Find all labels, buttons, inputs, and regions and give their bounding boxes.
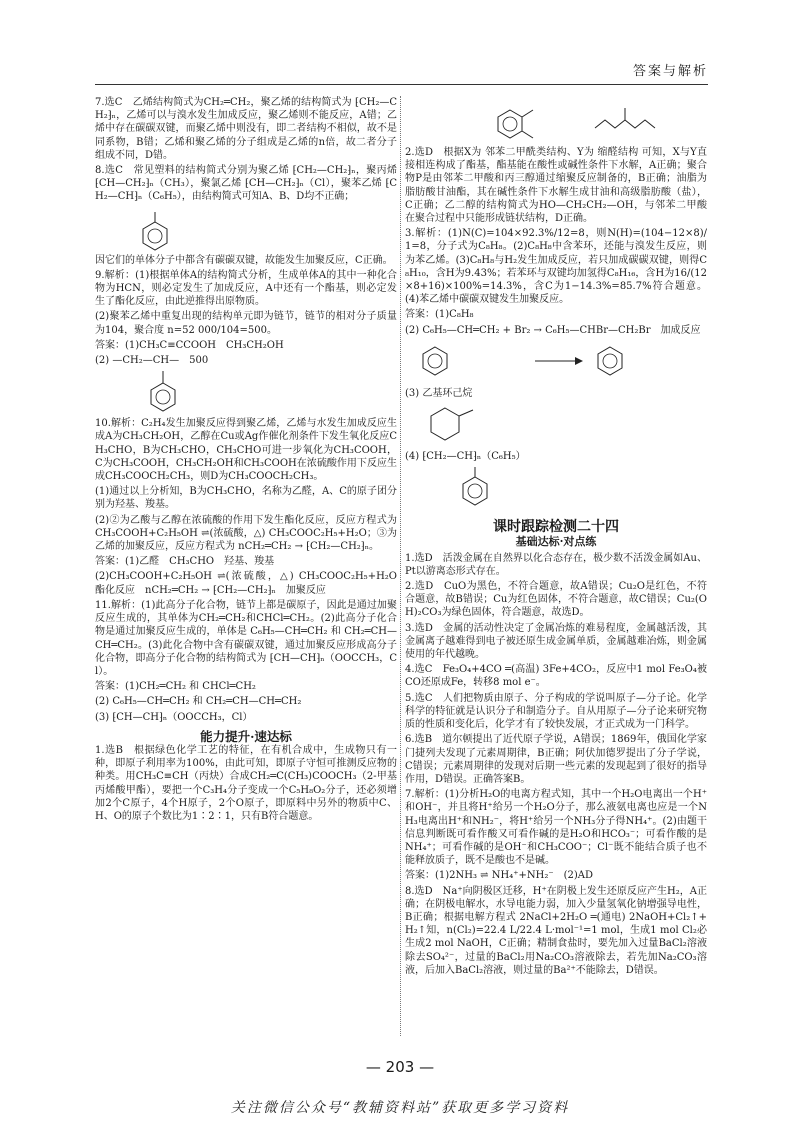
section-title-lesson: 课时跟踪检测二十四 [493,519,619,536]
answer-item: 1.选D 活泼金属在自然界以化合态存在，极少数不活泼金属如Au、Pt以游离态形式存在。 [405,552,707,577]
phthalate-structure [405,98,707,144]
answer-item: 2.选D CuO为黑色，不符合题意，故A错误；Cu₂O是红色，不符合题意，故B错误；Cu为红色固体，不符合题意，故C错误；Cu₂(OH)₂CO₃为绿色固体，符合题意，故选D。 [405,581,707,619]
answer-item: (2)聚苯乙烯中重复出现的结构单元即为链节，链节的相对分子质量为104，聚合度 n=52 000/104=500。 [95,311,397,336]
polystyrene-answer-structure [405,465,707,511]
right-column [405,96,707,979]
answer-item: 6.选B 道尔顿提出了近代原子学说，A错误；1869年，俄国化学家门捷列夫发现了元素周期律，B正确；阿伏加德罗提出了分子学说，C错误；元素周期律的发现对后期一些元素的发现起到了很好的指导作用，D错误。正确答案B。 [405,734,707,785]
answer-item: (1)通过以上分析知，B为CH₃CHO，名称为乙醛，A、C的原子团分别为羟基、羧基。 [95,486,397,511]
answer-item: 答案：(1)CH₂═CH₂ 和 CHCl═CH₂ [95,681,256,693]
answer-item: 10.解析：C₂H₄发生加聚反应得到聚乙烯，乙烯与水发生加成反应生成A为CH₃CH₂OH，乙醇在Cu或Ag作催化剂条件下发生氧化反应CH₃CHO，B为CH₃CHO，CH₃CHO可进一步氧化为CH₃COOH，C为CH₃COOH，CH₃CH₂OH和CH₃COOH在浓硫酸作用下反应生成CH₃COOCH₂CH₃，则D为CH₃COOCH₂CH₃。 [95,418,397,483]
answer-item: 答案：(1)乙醛 CH₃CHO 羟基、羧基 [95,556,275,568]
answer-item: (2) C₆H₅—CH═CH₂ 和 CH₂═CH—CH═CH₂ [95,696,302,708]
answer-item: 4.选C Fe₃O₄+4CO ═(高温) 3Fe+4CO₂，反应中1 mol Fe₃O₄被CO还原成Fe，转移8 mol e⁻。 [405,664,707,689]
answer-item: 5.选C 人们把物质由原子、分子构成的学说叫原子—分子论。化学科学的特征就是认识分子和制造分子。自从用原子—分子论来研究物质的性质和变化后，化学才有了较快发展，才正式成为一门科学。 [405,692,707,731]
header-rule [95,84,708,85]
answer-item: (2)CH₃COOH+C₂H₅OH ⇌(浓硫酸，△) CH₃COOC₂H₅+H₂O 酯化反应 nCH₂═CH₂ → ⁅CH₂—CH₂⁆ₙ 加聚反应 [95,571,407,596]
answer-item: 7.选C 乙烯结构简式为CH₂═CH₂，聚乙烯的结构简式为 ⁅CH₂—CH₂⁆ₙ，乙烯可以与溴水发生加成反应，聚乙烯则不能反应，A错；乙烯中存在碳碳双键，而聚乙烯中则没有，即二者结构不相似，故不是同系物，B错；乙烯和聚乙烯的分子组成是乙烯的n倍，故二者分子组成不同，D错。 [95,97,397,161]
polystyrene-structure [95,206,397,252]
answer-item: 答案：(1)C₈H₈ [405,309,474,321]
answer-item: 答案：(1)2NH₃ ⇌ NH₄⁺+NH₂⁻ (2)AD [405,870,594,882]
answer-item: 8.选C 常见塑料的结构简式分别为聚乙烯 ⁅CH₂—CH₂⁆ₙ，聚丙烯 ⁅CH—CH₂⁆ₙ（CH₃），聚氯乙烯 ⁅CH—CH₂⁆ₙ（Cl），聚苯乙烯 ⁅CH₂—CH⁆ₙ（C₆H₅），由结构简式可知A、B、D均不正确； [95,165,397,203]
answer-item: (3) 乙基环己烷 [405,387,473,399]
styrene-bromination-structure [405,339,707,385]
header-title: 答案与解析 [632,64,708,79]
answer-item: 因它们的单体分子中都含有碳碳双键，故能发生加聚反应，C正确。 [95,254,393,266]
answer-item: 3.解析：(1)N(C)=104×92.3%/12=8，则N(H)=(104−12×8)/1=8，分子式为C₈H₈。(2)C₈H₈中含苯环，还能与溴发生反应，则为苯乙烯。(3)C₈H₈与H₂发生加成反应，若只加成碳碳双键，则得C₈H₁₀，含H为9.43%；若苯环与双键均加氢得C₈H₁₆，含H为16/(12×8+16)×100%=14.3%，含C为1−14.3%=85.7%符合题意。(4)苯乙烯中碳碳双键发生加聚反应。 [405,228,707,306]
footer-note: 关注微信公众号“教辅资料站”获取更多学习资料 [230,1100,570,1116]
answer-item: (4) ⁅CH₂—CH⁆ₙ（C₆H₅） [405,451,526,463]
answer-item: 2.选D 根据X为 邻苯二甲酰类结构、Y为 缩醛结构 可知，X与Y直接相连构成了酯基，酯基能在酸性或碱性条件下水解，A正确；聚合物P是由邻苯二甲酸和丙三醇通过缩聚反应制备的，B正确；油脂为脂肪酸甘油酯，其在碱性条件下水解生成甘油和高级脂肪酸（盐），C正确；乙二醇的结构简式为HO—CH₂CH₂—OH，与邻苯二甲酸在聚合过程中只能形成链状结构，D正确。 [405,147,707,225]
section-subtitle: 基础达标·对点练 [515,535,597,549]
answer-item: (3) ⁅CH—CH⁆ₙ（OOCCH₃，Cl） [95,711,253,723]
answer-item: 9.解析：(1)根据单体A的结构简式分析，生成单体A的其中一种化合物为HCN，则必定发生了加成反应，A中还有一个酯基，则必定发生了酯化反应，由此逆推得出原物质。 [95,269,397,308]
page-number: — 203 — [365,1058,435,1076]
answer-item: 3.选D 金属的活动性决定了金属冶炼的难易程度，金属越活泼，其金属离子越难得到电子被还原生成金属单质，金属越难冶炼，则金属使用的年代越晚。 [405,622,707,661]
answer-item: 7.解析：(1)分析H₂O的电离方程式知，其中一个H₂O电离出一个H⁺和OH⁻，并且将H⁺给另一个H₂O分子，那么液氨电离也应是一个NH₃电离出H⁺和NH₂⁻，将H⁺给另一个NH₃分子得NH₄⁺。(2)由题干信息判断既可看作酸又可看作碱的是H₂O和HCO₃⁻；可看作酸的是NH₄⁺；可看作碱的是OH⁻和CH₃COO⁻；Cl⁻既不能结合质子也不能释放质子，既不是酸也不是碱。 [405,789,707,867]
left-column [95,96,407,825]
answer-item: 8.选D Na⁺向阴极区迁移，H⁺在阴极上发生还原反应产生H₂，A正确；在阴极电解水，水导电能力弱，加入少量氢氧化钠增强导电性，B正确；根据电解方程式 2NaCl+2H₂O ═(通电) 2NaOH+Cl₂↑+H₂↑知，n(Cl₂)=22.4 L/22.4 L·mol⁻¹=1 mol，生成1 mol Cl₂必生成2 mol NaOH，C正确；精制食盐时，要先加入过量BaCl₂溶液除去SO₄²⁻，过量的BaCl₂用Na₂CO₃溶液除去，若先加Na₂CO₃溶液，后加入BaCl₂溶液，则过量的Ba²⁺不能除去，D错误。 [405,885,707,976]
section-title-ability: 能力提升·速达标 [200,728,292,744]
answer-item: 1.选B 根据绿色化学工艺的特征，在有机合成中，生成物只有一种，即原子利用率为100%，由此可知，即原子守恒可推测反应物的种类。用CH₃C≡CH（丙炔）合成CH₂═C(CH₃)COOCH₃（2-甲基丙烯酸甲酯），要把一个C₃H₄分子变成一个C₅H₈O₂分子，还必须增加2个C原子，4个H原子，2个O原子，即原料中另外的物质中C、H、O的原子个数比为1∶2∶1，只有B符合题意。 [95,744,397,822]
answer-item: 答案：(1)CH₃C≡CCOOH CH₃CH₂OH [95,339,284,351]
answer-item: (2)②为乙酸与乙醇在浓硫酸的作用下发生酯化反应，反应方程式为 CH₃COOH+C₂H₅OH ⇌(浓硫酸，△) CH₃COOC₂H₅+H₂O；③为乙烯的加聚反应，反应方程式为 nCH₂═CH₂ → ⁅CH₂—CH₂⁆ₙ。 [95,514,397,553]
answer-item: 11.解析：(1)此高分子化合物，链节上都是碳原子，因此是通过加聚反应生成的，其单体为CH₂═CH₂和CHCl═CH₂。(2)此高分子化合物是通过加聚反应生成的，单体是 C₆H₅—CH═CH₂ 和 CH₂═CH—CH═CH₂。(3)此化合物中含有碳碳双键，通过加聚反应形成高分子化合物，即高分子化合物的结构简式为 ⁅CH—CH⁆ₙ（OOCCH₃，Cl）。 [95,599,397,677]
answer-item: (2) C₆H₅—CH═CH₂ + Br₂ → C₆H₅—CHBr—CH₂Br 加成反应 [405,324,701,336]
benzene-ring-structure [95,369,397,415]
ethylcyclohexane-structure [405,402,707,448]
answer-item: (2) —CH₂—CH— 500 [95,355,209,367]
page-header [95,60,708,82]
column-divider [400,96,401,1036]
